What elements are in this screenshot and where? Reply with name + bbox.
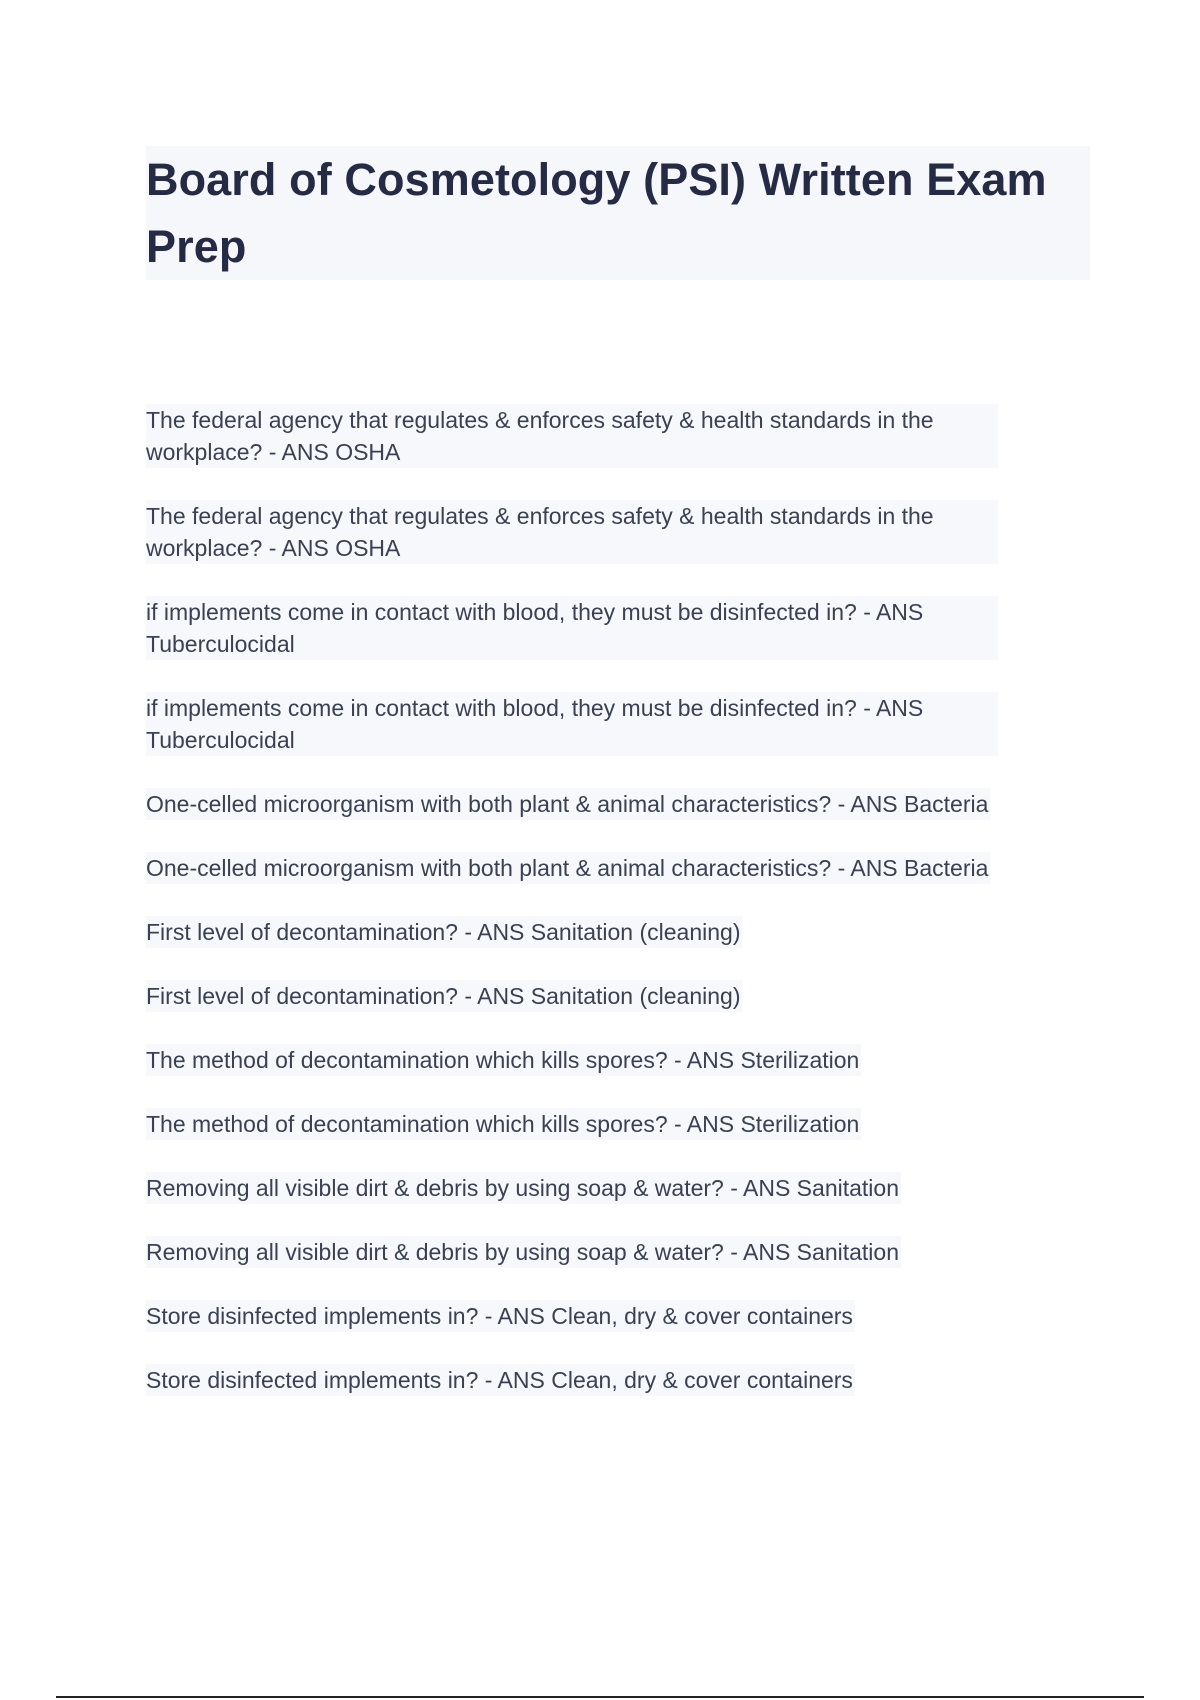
list-item xyxy=(146,500,1090,564)
question-answer-text: First level of decontamination? - ANS Sanitation (cleaning) xyxy=(146,980,742,1012)
list-item xyxy=(146,404,1090,468)
list-item xyxy=(146,1236,1090,1268)
list-item xyxy=(146,1044,1090,1076)
list-item xyxy=(146,596,1090,660)
question-answer-text: The method of decontamination which kills spores? - ANS Sterilization xyxy=(146,1108,861,1140)
list-item xyxy=(146,916,1090,948)
question-answer-text: Removing all visible dirt & debris by using soap & water? - ANS Sanitation xyxy=(146,1236,901,1268)
list-item xyxy=(146,980,1090,1012)
question-answer-text: One-celled microorganism with both plant & animal characteristics? - ANS Bacteria xyxy=(146,852,990,884)
question-answer-text: The federal agency that regulates & enforces safety & health standards in the workplace? - ANS OSHA xyxy=(146,404,998,468)
title-block xyxy=(146,146,1090,280)
list-item xyxy=(146,852,1090,884)
list-item xyxy=(146,692,1090,756)
question-answer-text: if implements come in contact with blood, they must be disinfected in? - ANS Tuberculocidal xyxy=(146,692,998,756)
list-item xyxy=(146,1300,1090,1332)
list-item xyxy=(146,1108,1090,1140)
question-answer-text: The method of decontamination which kills spores? - ANS Sterilization xyxy=(146,1044,861,1076)
list-item xyxy=(146,1172,1090,1204)
bottom-divider xyxy=(56,1696,1144,1698)
list-item xyxy=(146,788,1090,820)
list-item xyxy=(146,1364,1090,1396)
question-answer-text: if implements come in contact with blood, they must be disinfected in? - ANS Tuberculocidal xyxy=(146,596,998,660)
question-answer-text: First level of decontamination? - ANS Sanitation (cleaning) xyxy=(146,916,742,948)
question-answer-text: Store disinfected implements in? - ANS Clean, dry & cover containers xyxy=(146,1364,855,1396)
question-answer-text: Removing all visible dirt & debris by using soap & water? - ANS Sanitation xyxy=(146,1172,901,1204)
question-answer-text: One-celled microorganism with both plant & animal characteristics? - ANS Bacteria xyxy=(146,788,990,820)
page-title: Board of Cosmetology (PSI) Written Exam Prep xyxy=(146,154,1047,272)
question-answer-text: The federal agency that regulates & enforces safety & health standards in the workplace? - ANS OSHA xyxy=(146,500,998,564)
question-answer-text: Store disinfected implements in? - ANS Clean, dry & cover containers xyxy=(146,1300,855,1332)
question-answer-list xyxy=(146,404,1090,1428)
